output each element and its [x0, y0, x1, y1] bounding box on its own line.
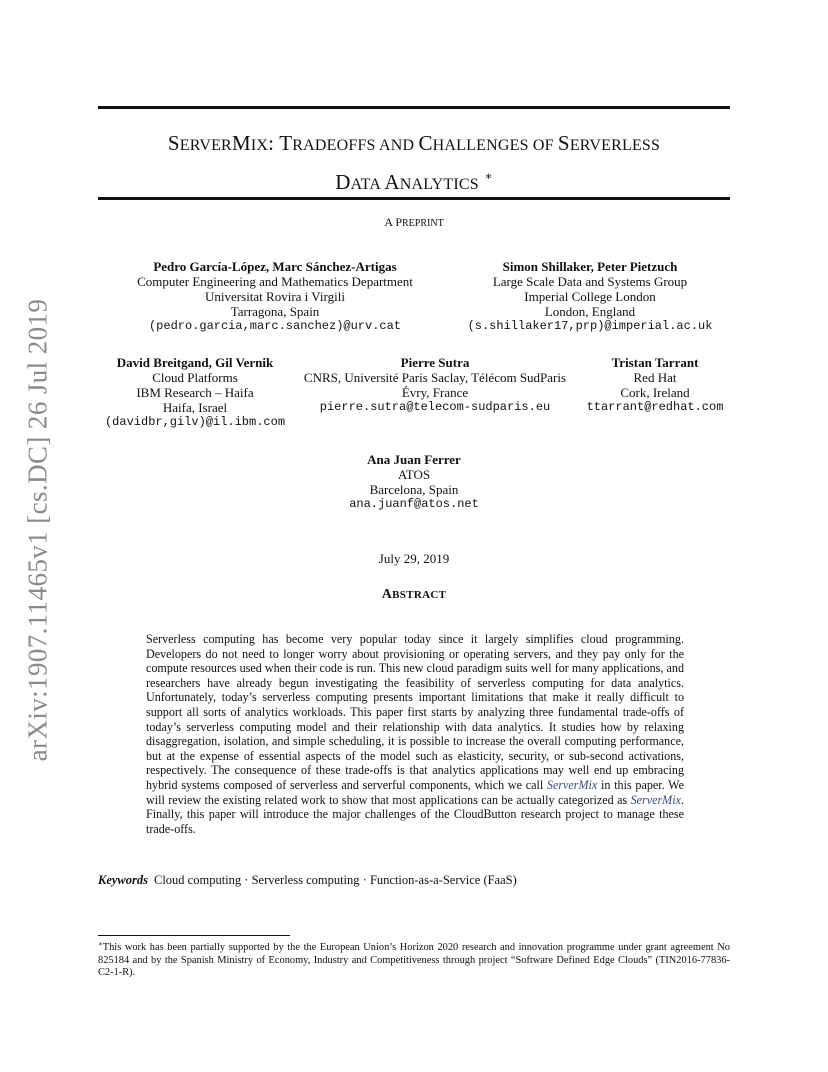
author-affiliation: Cloud Platforms — [152, 370, 238, 385]
term-servermix: ServerMix — [546, 777, 598, 792]
term-servermix: ServerMix — [630, 792, 681, 807]
title-line-2: DATA ANALYTICS ∗ — [335, 169, 493, 194]
preprint-label: A PREPRINT — [384, 215, 444, 229]
footnote-text: This work has been partially supported by the the European Union’s Horizon 2020 research and innovation programme under grant agreement No 825184 and by the Spanish Ministry of Economy, Industry and Competitiveness through project “Software Defined Edge Clouds” (TIN2016-77836-C2-1-R). — [98, 942, 730, 979]
author-affiliation: Barcelona, Spain — [369, 482, 459, 497]
author-email[interactable]: ttarrant@redhat.com — [586, 400, 724, 414]
publication-date: July 29, 2019 — [378, 551, 450, 566]
arxiv-sidebar-stamp: arXiv:1907.11465v1 [cs.DC] 26 Jul 2019 — [22, 298, 53, 762]
author-block — [110, 259, 440, 334]
footnote — [98, 938, 730, 980]
author-email[interactable]: (s.shillaker17,prp)@imperial.ac.uk — [467, 319, 713, 333]
author-names: Pedro García-López, Marc Sánchez-Artigas — [153, 259, 397, 274]
author-email[interactable]: pierre.sutra@telecom-sudparis.eu — [319, 400, 551, 414]
paper-title — [98, 128, 730, 200]
title-footnote-marker: ∗ — [484, 169, 493, 183]
author-affiliation: CNRS, Université Paris Saclay, Télécom SudParis — [303, 370, 567, 385]
keywords-line — [98, 873, 517, 888]
author-names: Pierre Sutra — [400, 355, 470, 370]
abstract-body: Serverless computing has become very popular today since it largely simplifies cloud programming. Developers do not need to longer worry about provisioning or operating servers, and they pay only for the compute resources used when their code is run. This new cloud paradigm suits well for many applications, and researchers have already begun investigating the feasibility of serverless computing for data analytics. Unfortunately, today’s serverless computing presents important limitations that make it really difficult to support all sorts of analytics workloads. This paper first starts by analyzing three fundamental trade-offs of today’s serverless computing model and their relationship with data analytics. It studies how by relaxing disaggregation, isolation, and simple scheduling, it is possible to increase the overall computing performance, but at the expense of essential aspects of the model such as elasticity, security, or sub-second activations, respectively. The consequence of these trade-offs is that analytics applications may well end up embracing hybrid systems composed of serverless and serverful components, which we call ServerMix in this paper. We will review the existing related work to show that most applications can be actually categorized as ServerMix. Finally, this paper will introduce the major challenges of the CloudButton research project to manage these trade-offs. — [146, 632, 684, 836]
author-names: Ana Juan Ferrer — [367, 452, 461, 467]
author-affiliation: Computer Engineering and Mathematics Department — [137, 274, 413, 289]
author-block — [100, 355, 290, 430]
author-email[interactable]: (pedro.garcia,marc.sanchez)@urv.cat — [148, 319, 402, 333]
author-affiliation: Cork, Ireland — [620, 385, 690, 400]
author-affiliation: IBM Research – Haifa — [136, 385, 254, 400]
title-line-1: SERVERMIX: TRADEOFFS AND CHALLENGES OF SERVERLESS — [167, 131, 661, 155]
author-affiliation: London, England — [544, 304, 636, 319]
author-affiliation: Red Hat — [633, 370, 677, 385]
author-block — [580, 355, 730, 415]
author-block — [450, 259, 730, 334]
author-affiliation: Universitat Rovira i Virgili — [205, 289, 345, 304]
footnote-rule — [98, 935, 290, 936]
author-names: Simon Shillaker, Peter Pietzuch — [502, 259, 678, 274]
author-affiliation: Imperial College London — [524, 289, 656, 304]
author-email[interactable]: (davidbr,gilv)@il.ibm.com — [104, 415, 286, 429]
author-email[interactable]: ana.juanf@atos.net — [349, 497, 479, 511]
footnote-marker: ∗ — [98, 940, 103, 948]
abstract-heading: ABSTRACT — [381, 587, 447, 602]
author-block — [314, 452, 514, 512]
keywords-label: Keywords — [98, 873, 148, 887]
keywords-text: Cloud computing · Serverless computing · Function-as-a-Service (FaaS) — [154, 873, 517, 887]
author-affiliation: Large Scale Data and Systems Group — [492, 274, 688, 289]
title-bottom-rule — [98, 197, 730, 200]
author-names: David Breitgand, Gil Vernik — [116, 355, 274, 370]
title-top-rule — [98, 106, 730, 109]
author-affiliation: ATOS — [397, 467, 431, 482]
author-affiliation: Évry, France — [401, 385, 469, 400]
author-affiliation: Tarragona, Spain — [230, 304, 320, 319]
author-affiliation: Haifa, Israel — [162, 400, 228, 415]
author-block — [290, 355, 580, 415]
author-names: Tristan Tarrant — [611, 355, 699, 370]
